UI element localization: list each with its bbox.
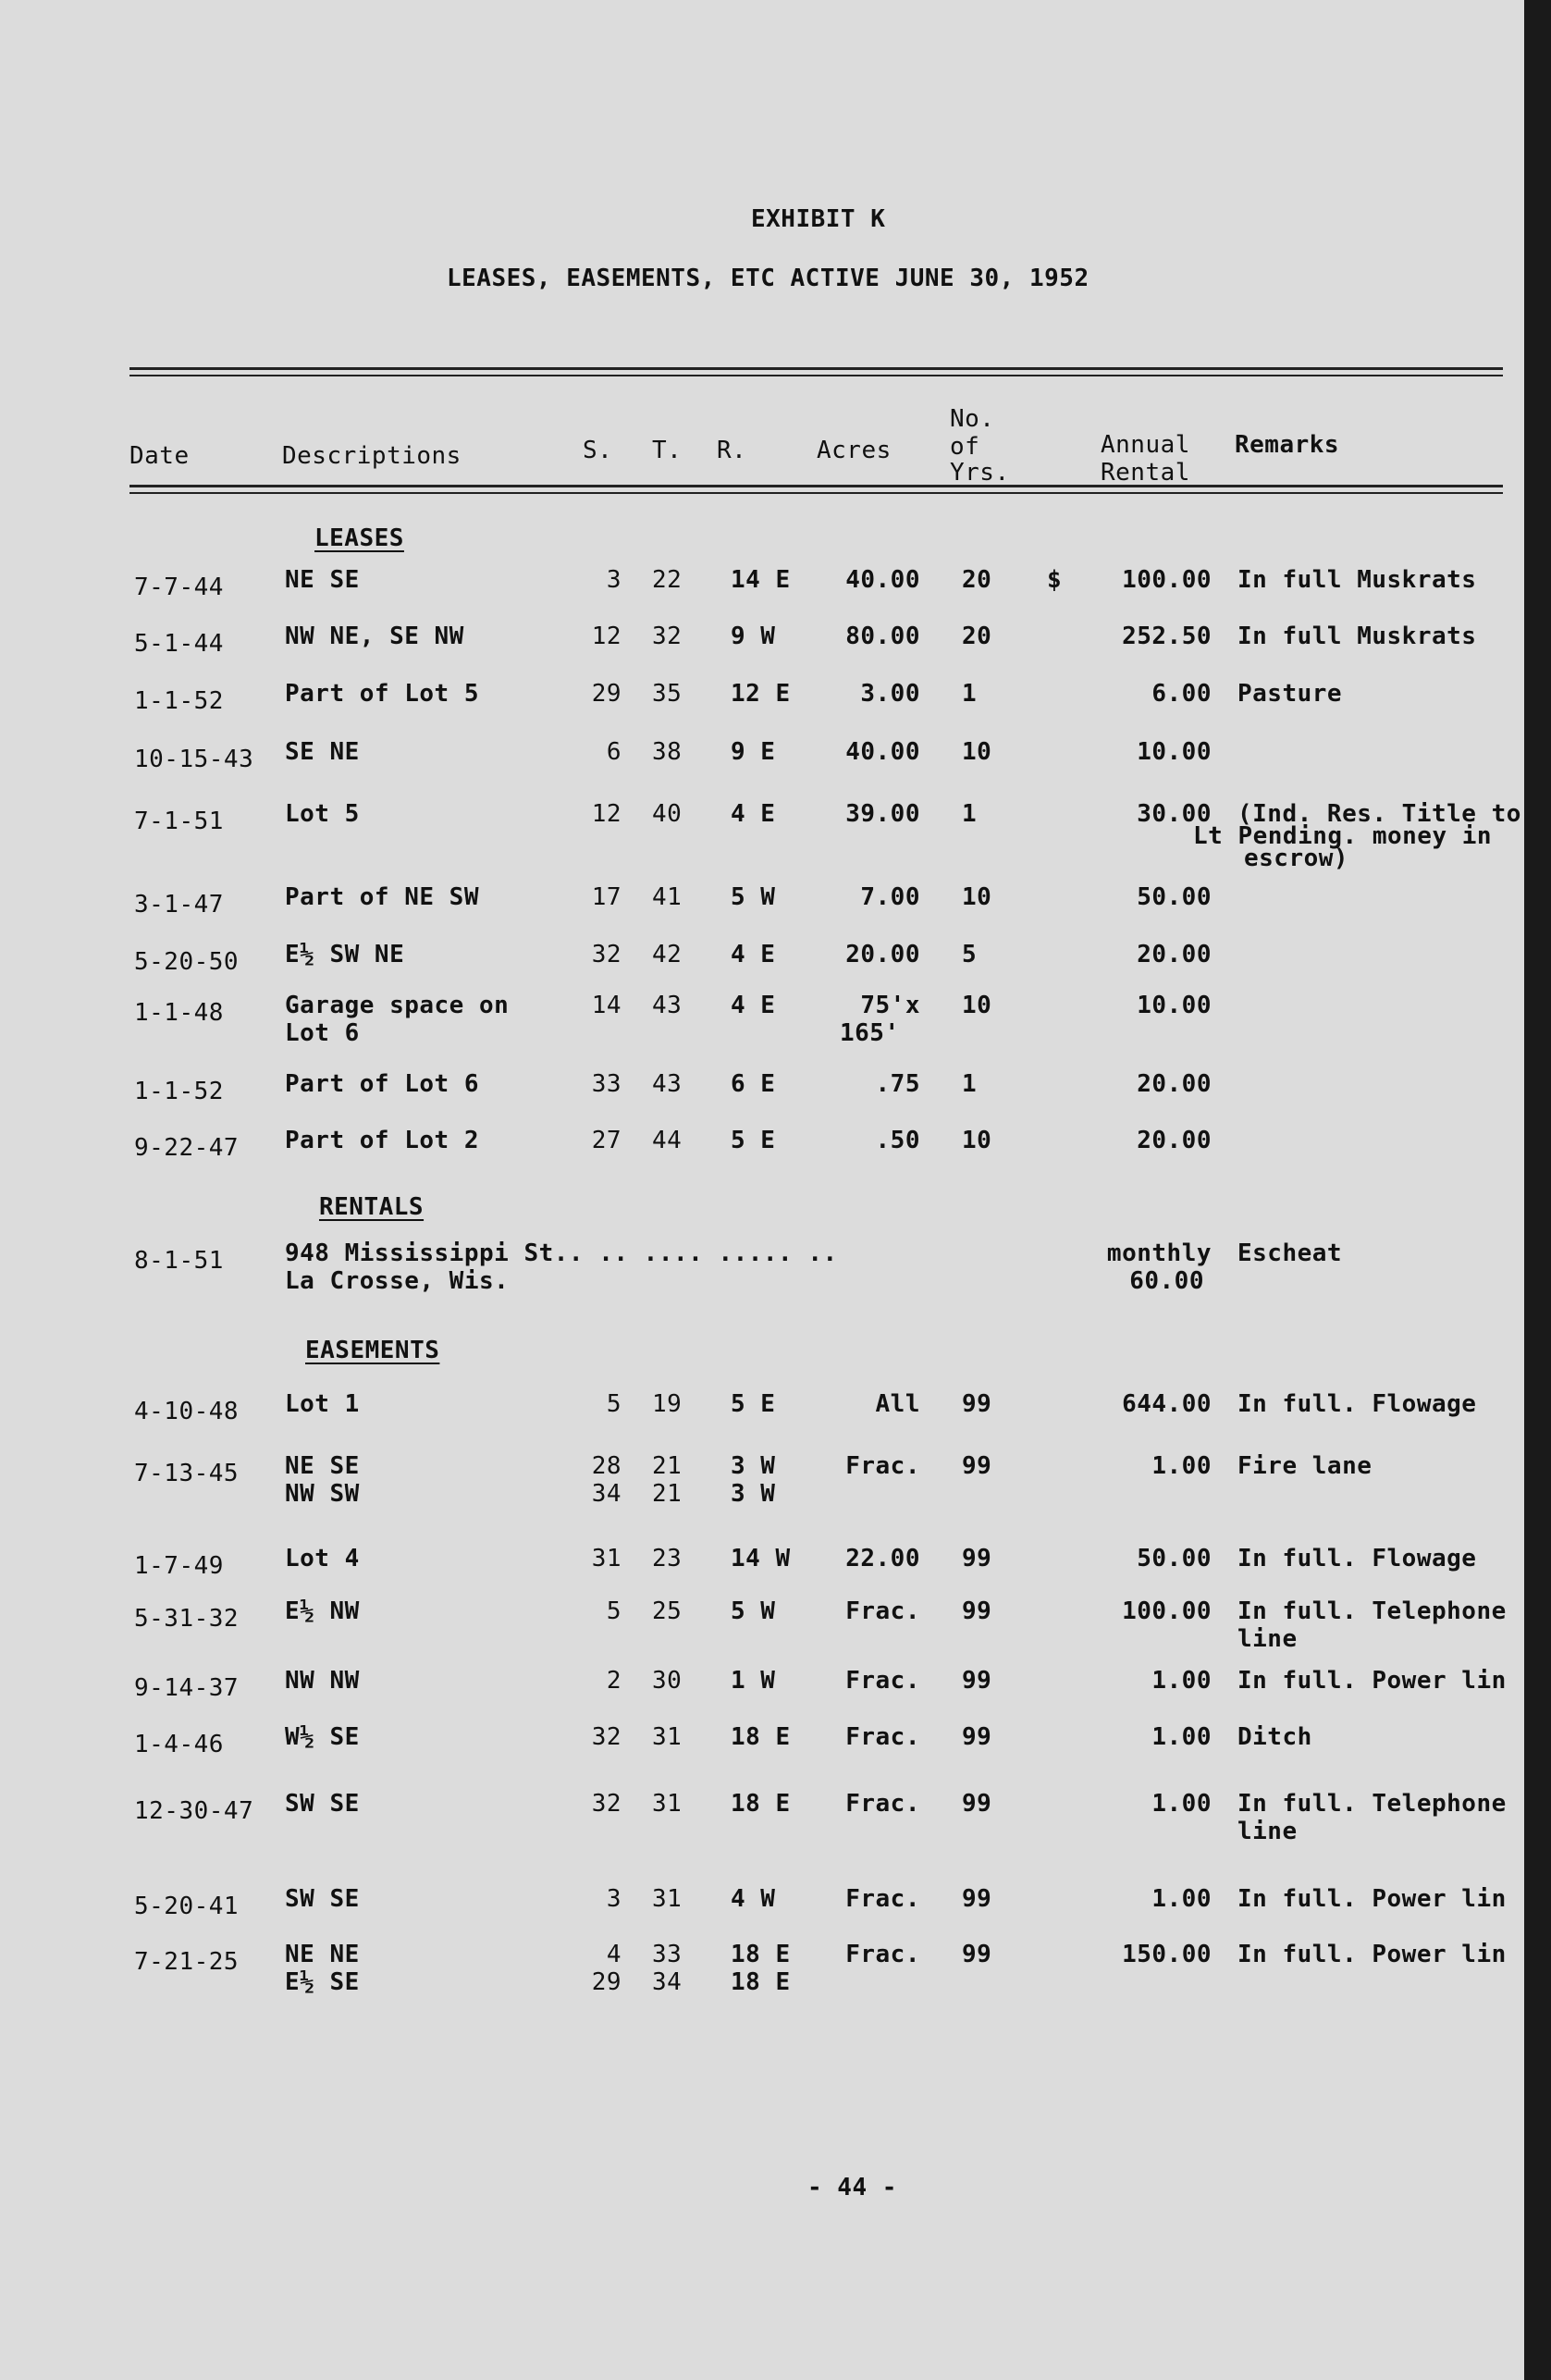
section-cell: 3 bbox=[606, 1885, 622, 1913]
remarks-cell: In full. Power lin bbox=[1237, 1667, 1507, 1695]
years-cell: 1 bbox=[962, 1070, 978, 1098]
acres-cell: Frac. bbox=[845, 1941, 920, 1968]
remarks-cell: (Ind. Res. Title to bbox=[1237, 800, 1521, 828]
acres-cell: 75'x bbox=[860, 992, 920, 1019]
description-cell-2: La Crosse, Wis. bbox=[285, 1267, 510, 1295]
remarks-cell: In full. Flowage bbox=[1237, 1545, 1477, 1572]
remarks-cell: In full. Power lin bbox=[1237, 1941, 1507, 1968]
description-cell: NE SE bbox=[285, 1452, 360, 1480]
exhibit-label: EXHIBIT K bbox=[751, 205, 886, 233]
township-cell-2: 34 bbox=[652, 1968, 683, 1996]
header-rule-bottom-2 bbox=[129, 492, 1503, 494]
description-cell: NW NE, SE NW bbox=[285, 623, 464, 650]
acres-cell: .75 bbox=[875, 1070, 920, 1098]
section-cell: 29 bbox=[591, 680, 622, 708]
remarks-cell: In full. Telephone bbox=[1237, 1790, 1507, 1818]
township-cell: 31 bbox=[652, 1723, 683, 1751]
description-cell: Lot 1 bbox=[285, 1390, 360, 1418]
rental-cell: 252.50 bbox=[1122, 623, 1212, 650]
date-cell: 7-7-44 bbox=[134, 573, 224, 601]
date-cell: 5-20-41 bbox=[134, 1893, 240, 1920]
col-t: T. bbox=[652, 437, 683, 464]
remarks-cell: In full. Flowage bbox=[1237, 1390, 1477, 1418]
acres-cell: Frac. bbox=[845, 1723, 920, 1751]
section-cell: 32 bbox=[591, 1790, 622, 1818]
acres-cell: 20.00 bbox=[845, 941, 920, 968]
date-cell: 1-1-52 bbox=[134, 1078, 224, 1105]
section-cell: 32 bbox=[591, 1723, 622, 1751]
description-cell: Part of Lot 5 bbox=[285, 680, 479, 708]
acres-cell: Frac. bbox=[845, 1667, 920, 1695]
description-cell: NE NE bbox=[285, 1941, 360, 1968]
description-cell-2: NW SW bbox=[285, 1480, 360, 1508]
description-cell: Part of NE SW bbox=[285, 883, 479, 911]
township-cell: 23 bbox=[652, 1545, 683, 1572]
rental-cell: 644.00 bbox=[1122, 1390, 1212, 1418]
description-cell: NW NW bbox=[285, 1667, 360, 1695]
section-cell: 33 bbox=[591, 1070, 622, 1098]
range-cell: 18 E bbox=[731, 1941, 791, 1968]
years-cell: 1 bbox=[962, 800, 978, 828]
description-cell: Garage space on bbox=[285, 992, 510, 1019]
description-cell: Part of Lot 2 bbox=[285, 1127, 479, 1154]
acres-cell: .50 bbox=[875, 1127, 920, 1154]
years-cell: 10 bbox=[962, 738, 992, 766]
rental-cell: 6.00 bbox=[1151, 680, 1212, 708]
col-remarks: Remarks bbox=[1235, 431, 1340, 459]
section-cell: 5 bbox=[606, 1597, 622, 1625]
township-cell: 30 bbox=[652, 1667, 683, 1695]
years-cell: 10 bbox=[962, 883, 992, 911]
rental-cell: 100.00 bbox=[1122, 566, 1212, 594]
range-cell: 12 E bbox=[731, 680, 791, 708]
range-cell: 5 W bbox=[731, 883, 776, 911]
col-s: S. bbox=[583, 437, 613, 464]
years-cell: 99 bbox=[962, 1452, 992, 1480]
rental-cell: 10.00 bbox=[1137, 738, 1212, 766]
range-cell: 5 E bbox=[731, 1127, 776, 1154]
remarks-cell-2: Lt Pending. money in bbox=[1193, 822, 1493, 850]
description-cell: E½ SW NE bbox=[285, 941, 405, 968]
scan-edge bbox=[1524, 0, 1551, 2380]
years-cell: 99 bbox=[962, 1723, 992, 1751]
years-cell: 20 bbox=[962, 623, 992, 650]
section-cell: 27 bbox=[591, 1127, 622, 1154]
township-cell: 43 bbox=[652, 992, 683, 1019]
range-cell: 4 E bbox=[731, 941, 776, 968]
range-cell: 6 E bbox=[731, 1070, 776, 1098]
date-cell: 9-22-47 bbox=[134, 1134, 240, 1162]
years-cell: 99 bbox=[962, 1545, 992, 1572]
col-years-1: No. bbox=[950, 405, 995, 433]
rental-cell: 30.00 bbox=[1137, 800, 1212, 828]
col-acres: Acres bbox=[817, 437, 892, 464]
township-cell: 22 bbox=[652, 566, 683, 594]
rental-cell: 1.00 bbox=[1151, 1452, 1212, 1480]
range-cell: 4 W bbox=[731, 1885, 776, 1913]
township-cell: 21 bbox=[652, 1452, 683, 1480]
range-cell: 9 E bbox=[731, 738, 776, 766]
description-cell: Part of Lot 6 bbox=[285, 1070, 479, 1098]
acres-cell: 39.00 bbox=[845, 800, 920, 828]
acres-cell: Frac. bbox=[845, 1790, 920, 1818]
section-rentals: RENTALS bbox=[319, 1193, 425, 1221]
col-years-2: of bbox=[950, 433, 980, 461]
years-cell: 1 bbox=[962, 680, 978, 708]
date-cell: 7-13-45 bbox=[134, 1460, 240, 1487]
acres-cell: Frac. bbox=[845, 1885, 920, 1913]
acres-cell: All bbox=[875, 1390, 920, 1418]
rental-cell: 50.00 bbox=[1137, 883, 1212, 911]
range-cell-2: 3 W bbox=[731, 1480, 776, 1508]
section-cell: 28 bbox=[591, 1452, 622, 1480]
date-cell: 12-30-47 bbox=[134, 1797, 254, 1825]
range-cell: 18 E bbox=[731, 1723, 791, 1751]
remarks-cell: Pasture bbox=[1237, 680, 1343, 708]
acres-cell: Frac. bbox=[845, 1597, 920, 1625]
col-years-3: Yrs. bbox=[950, 459, 1010, 487]
description-cell: SW SE bbox=[285, 1790, 360, 1818]
years-cell: 20 bbox=[962, 566, 992, 594]
rental-cell: 10.00 bbox=[1137, 992, 1212, 1019]
rental-cell: 50.00 bbox=[1137, 1545, 1212, 1572]
remarks-cell: In full Muskrats bbox=[1237, 623, 1477, 650]
years-cell: 10 bbox=[962, 992, 992, 1019]
remarks-cell: Escheat bbox=[1237, 1239, 1343, 1267]
date-cell: 1-7-49 bbox=[134, 1552, 224, 1580]
section-cell: 5 bbox=[606, 1390, 622, 1418]
date-cell: 8-1-51 bbox=[134, 1247, 224, 1275]
col-rental-1: Annual bbox=[1101, 431, 1190, 459]
years-cell: 10 bbox=[962, 1127, 992, 1154]
date-cell: 7-21-25 bbox=[134, 1948, 240, 1976]
acres-cell: 80.00 bbox=[845, 623, 920, 650]
range-cell-2: 18 E bbox=[731, 1968, 791, 1996]
section-cell: 14 bbox=[591, 992, 622, 1019]
description-cell: Lot 5 bbox=[285, 800, 360, 828]
date-cell: 7-1-51 bbox=[134, 808, 224, 835]
range-cell: 14 W bbox=[731, 1545, 791, 1572]
date-cell: 3-1-47 bbox=[134, 891, 224, 919]
section-cell-2: 29 bbox=[591, 1968, 622, 1996]
township-cell: 40 bbox=[652, 800, 683, 828]
remarks-cell: In full. Power lin bbox=[1237, 1885, 1507, 1913]
township-cell: 33 bbox=[652, 1941, 683, 1968]
township-cell: 38 bbox=[652, 738, 683, 766]
years-cell: 99 bbox=[962, 1667, 992, 1695]
section-cell: 32 bbox=[591, 941, 622, 968]
date-cell: 5-31-32 bbox=[134, 1605, 240, 1633]
rental-cell: 1.00 bbox=[1151, 1723, 1212, 1751]
section-leases: LEASES bbox=[314, 524, 404, 552]
range-cell: 18 E bbox=[731, 1790, 791, 1818]
rental-cell-2: 60.00 bbox=[1129, 1267, 1204, 1295]
date-cell: 1-1-48 bbox=[134, 999, 224, 1027]
description-cell: NE SE bbox=[285, 566, 360, 594]
township-cell: 31 bbox=[652, 1885, 683, 1913]
col-rental-2: Rental bbox=[1101, 459, 1190, 487]
remarks-cell: In full. Telephone bbox=[1237, 1597, 1507, 1625]
range-cell: 4 E bbox=[731, 992, 776, 1019]
township-cell: 25 bbox=[652, 1597, 683, 1625]
section-cell-2: 34 bbox=[591, 1480, 622, 1508]
section-easements: EASEMENTS bbox=[305, 1337, 440, 1364]
remarks-cell-2: line bbox=[1237, 1818, 1298, 1845]
years-cell: 99 bbox=[962, 1597, 992, 1625]
range-cell: 5 E bbox=[731, 1390, 776, 1418]
col-date: Date bbox=[129, 442, 190, 470]
date-cell: 5-1-44 bbox=[134, 630, 224, 658]
description-cell: W½ SE bbox=[285, 1723, 360, 1751]
acres-cell: 40.00 bbox=[845, 738, 920, 766]
dollar-sign: $ bbox=[1047, 566, 1063, 594]
rental-cell: 150.00 bbox=[1122, 1941, 1212, 1968]
section-cell: 17 bbox=[591, 883, 622, 911]
description-cell: SE NE bbox=[285, 738, 360, 766]
range-cell: 9 W bbox=[731, 623, 776, 650]
remarks-cell-2: line bbox=[1237, 1625, 1298, 1653]
rental-cell: 1.00 bbox=[1151, 1885, 1212, 1913]
date-cell: 4-10-48 bbox=[134, 1398, 240, 1425]
rental-cell: 1.00 bbox=[1151, 1790, 1212, 1818]
page-number: - 44 - bbox=[807, 2174, 897, 2201]
header-rule-bottom bbox=[129, 485, 1503, 487]
remarks-cell: Ditch bbox=[1237, 1723, 1312, 1751]
section-cell: 2 bbox=[606, 1667, 622, 1695]
township-cell-2: 21 bbox=[652, 1480, 683, 1508]
township-cell: 35 bbox=[652, 680, 683, 708]
header-rule-top-2 bbox=[129, 375, 1503, 376]
acres-cell: 22.00 bbox=[845, 1545, 920, 1572]
years-cell: 99 bbox=[962, 1941, 992, 1968]
section-cell: 31 bbox=[591, 1545, 622, 1572]
acres-cell: 40.00 bbox=[845, 566, 920, 594]
header-rule-top bbox=[129, 367, 1503, 370]
rental-cell: 1.00 bbox=[1151, 1667, 1212, 1695]
description-cell: Lot 4 bbox=[285, 1545, 360, 1572]
description-cell-2: Lot 6 bbox=[285, 1019, 360, 1047]
col-descriptions: Descriptions bbox=[282, 442, 462, 470]
years-cell: 99 bbox=[962, 1390, 992, 1418]
section-cell: 4 bbox=[606, 1941, 622, 1968]
township-cell: 31 bbox=[652, 1790, 683, 1818]
description-cell-2: E½ SE bbox=[285, 1968, 360, 1996]
range-cell: 14 E bbox=[731, 566, 791, 594]
years-cell: 99 bbox=[962, 1885, 992, 1913]
section-cell: 12 bbox=[591, 800, 622, 828]
description-cell: E½ NW bbox=[285, 1597, 360, 1625]
township-cell: 44 bbox=[652, 1127, 683, 1154]
page-title: LEASES, EASEMENTS, ETC ACTIVE JUNE 30, 1952 bbox=[447, 265, 1089, 292]
rental-cell: monthly bbox=[1106, 1239, 1212, 1267]
years-cell: 5 bbox=[962, 941, 978, 968]
col-r: R. bbox=[717, 437, 747, 464]
remarks-cell: Fire lane bbox=[1237, 1452, 1373, 1480]
range-cell: 5 W bbox=[731, 1597, 776, 1625]
rental-cell: 20.00 bbox=[1137, 1127, 1212, 1154]
section-cell: 12 bbox=[591, 623, 622, 650]
section-cell: 6 bbox=[606, 738, 622, 766]
date-cell: 10-15-43 bbox=[134, 746, 254, 773]
rental-cell: 100.00 bbox=[1122, 1597, 1212, 1625]
date-cell: 1-4-46 bbox=[134, 1731, 224, 1758]
township-cell: 19 bbox=[652, 1390, 683, 1418]
section-cell: 3 bbox=[606, 566, 622, 594]
years-cell: 99 bbox=[962, 1790, 992, 1818]
range-cell: 3 W bbox=[731, 1452, 776, 1480]
township-cell: 43 bbox=[652, 1070, 683, 1098]
township-cell: 32 bbox=[652, 623, 683, 650]
township-cell: 42 bbox=[652, 941, 683, 968]
acres-cell: Frac. bbox=[845, 1452, 920, 1480]
remarks-cell: In full Muskrats bbox=[1237, 566, 1477, 594]
acres-cell-2: 165' bbox=[840, 1019, 900, 1047]
remarks-cell-3: escrow) bbox=[1244, 845, 1349, 872]
rental-cell: 20.00 bbox=[1137, 1070, 1212, 1098]
date-cell: 5-20-50 bbox=[134, 948, 240, 976]
rental-cell: 20.00 bbox=[1137, 941, 1212, 968]
acres-cell: 7.00 bbox=[860, 883, 920, 911]
description-cell: 948 Mississippi St.. .. .... ..... .. bbox=[285, 1239, 838, 1267]
date-cell: 1-1-52 bbox=[134, 687, 224, 715]
date-cell: 9-14-37 bbox=[134, 1674, 240, 1702]
acres-cell: 3.00 bbox=[860, 680, 920, 708]
range-cell: 4 E bbox=[731, 800, 776, 828]
range-cell: 1 W bbox=[731, 1667, 776, 1695]
description-cell: SW SE bbox=[285, 1885, 360, 1913]
township-cell: 41 bbox=[652, 883, 683, 911]
